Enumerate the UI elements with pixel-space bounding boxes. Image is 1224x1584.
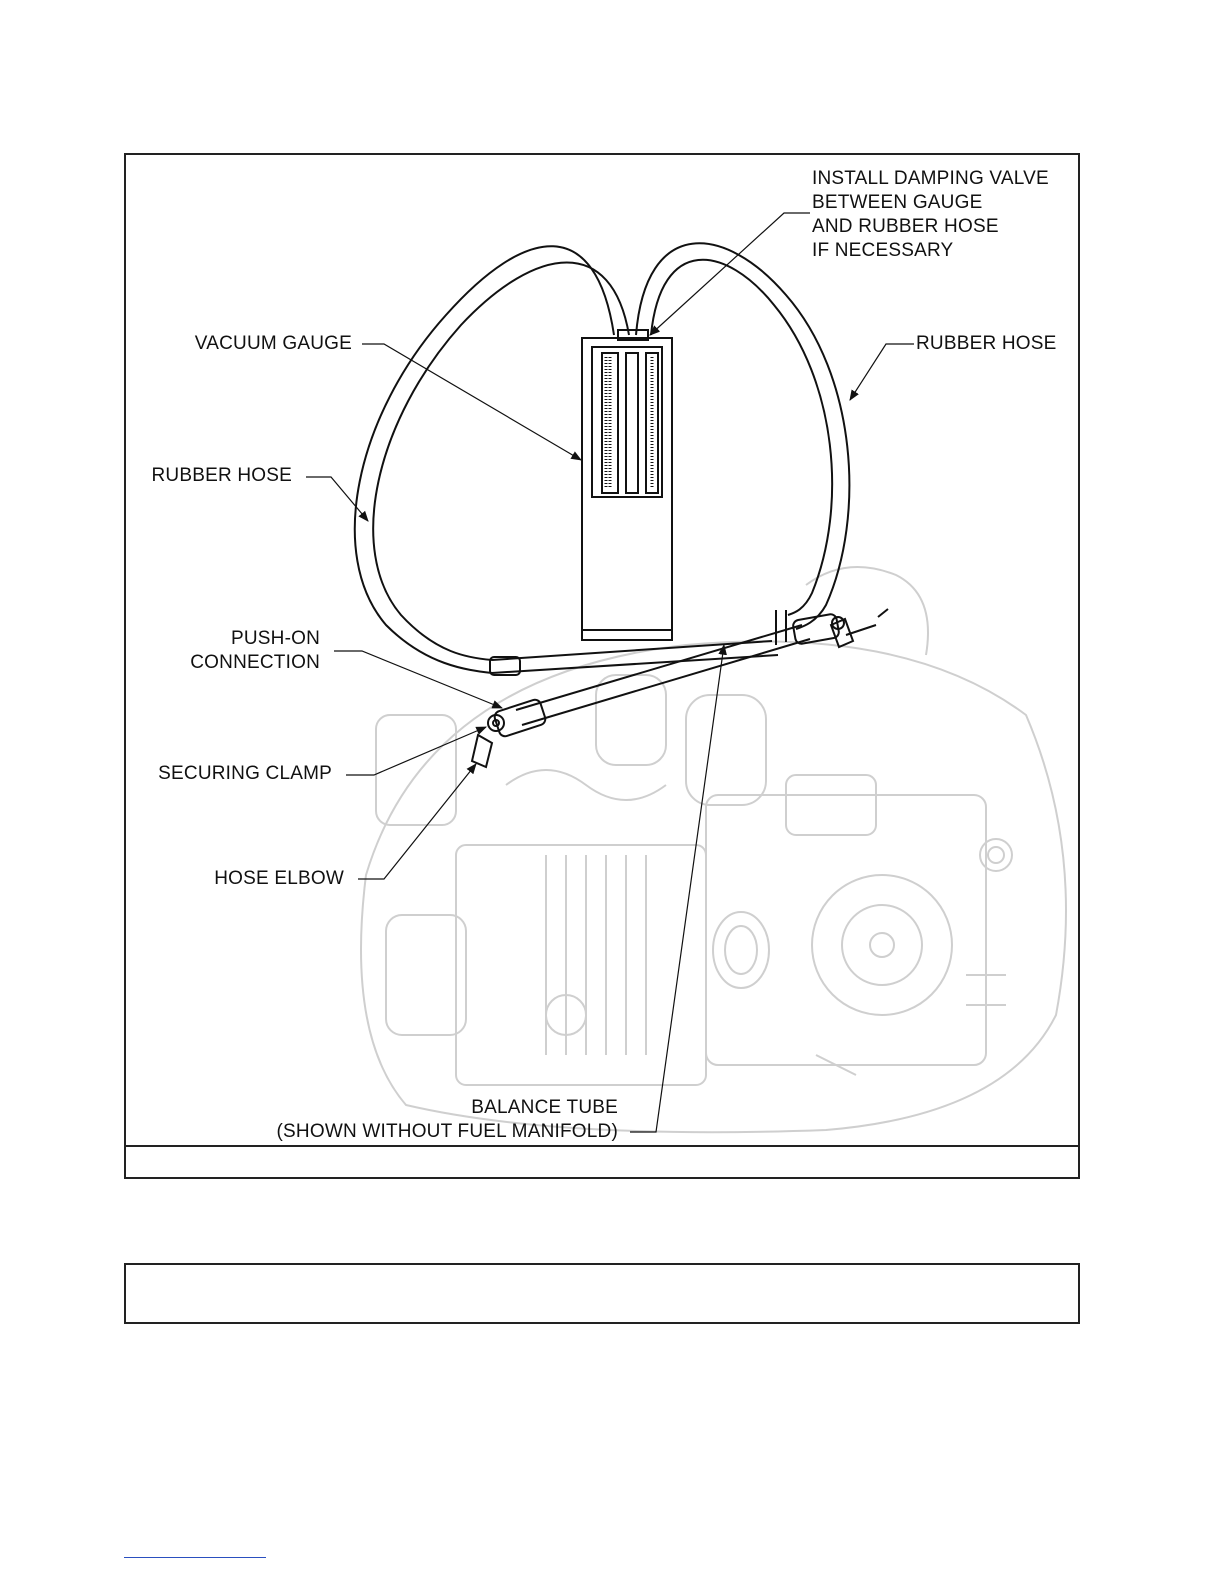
rubber-hose-right-label: RUBBER HOSE (916, 333, 1057, 354)
rubber-hose-left-label: RUBBER HOSE (151, 465, 292, 486)
vacuum-gauge-label: VACUUM GAUGE (194, 333, 352, 354)
note-box (124, 1263, 1080, 1324)
figure-frame (124, 153, 1080, 1179)
right-fitting (792, 609, 888, 647)
push-on-connection-label: PUSH-ON CONNECTION (190, 628, 320, 673)
securing-clamp-label: SECURING CLAMP (158, 763, 332, 784)
footer-rule (124, 1557, 266, 1558)
left-fitting (472, 698, 547, 767)
damping-valve-label: INSTALL DAMPING VALVE BETWEEN GAUGE AND RUBBER HOSE IF NECESSARY (812, 168, 1049, 261)
balance-tube-label: BALANCE TUBE (SHOWN WITHOUT FUEL MANIFOLD) (276, 1097, 618, 1142)
hose-elbow-label: HOSE ELBOW (214, 868, 344, 889)
figure-caption (126, 1145, 1078, 1177)
vacuum-gauge (582, 330, 672, 640)
